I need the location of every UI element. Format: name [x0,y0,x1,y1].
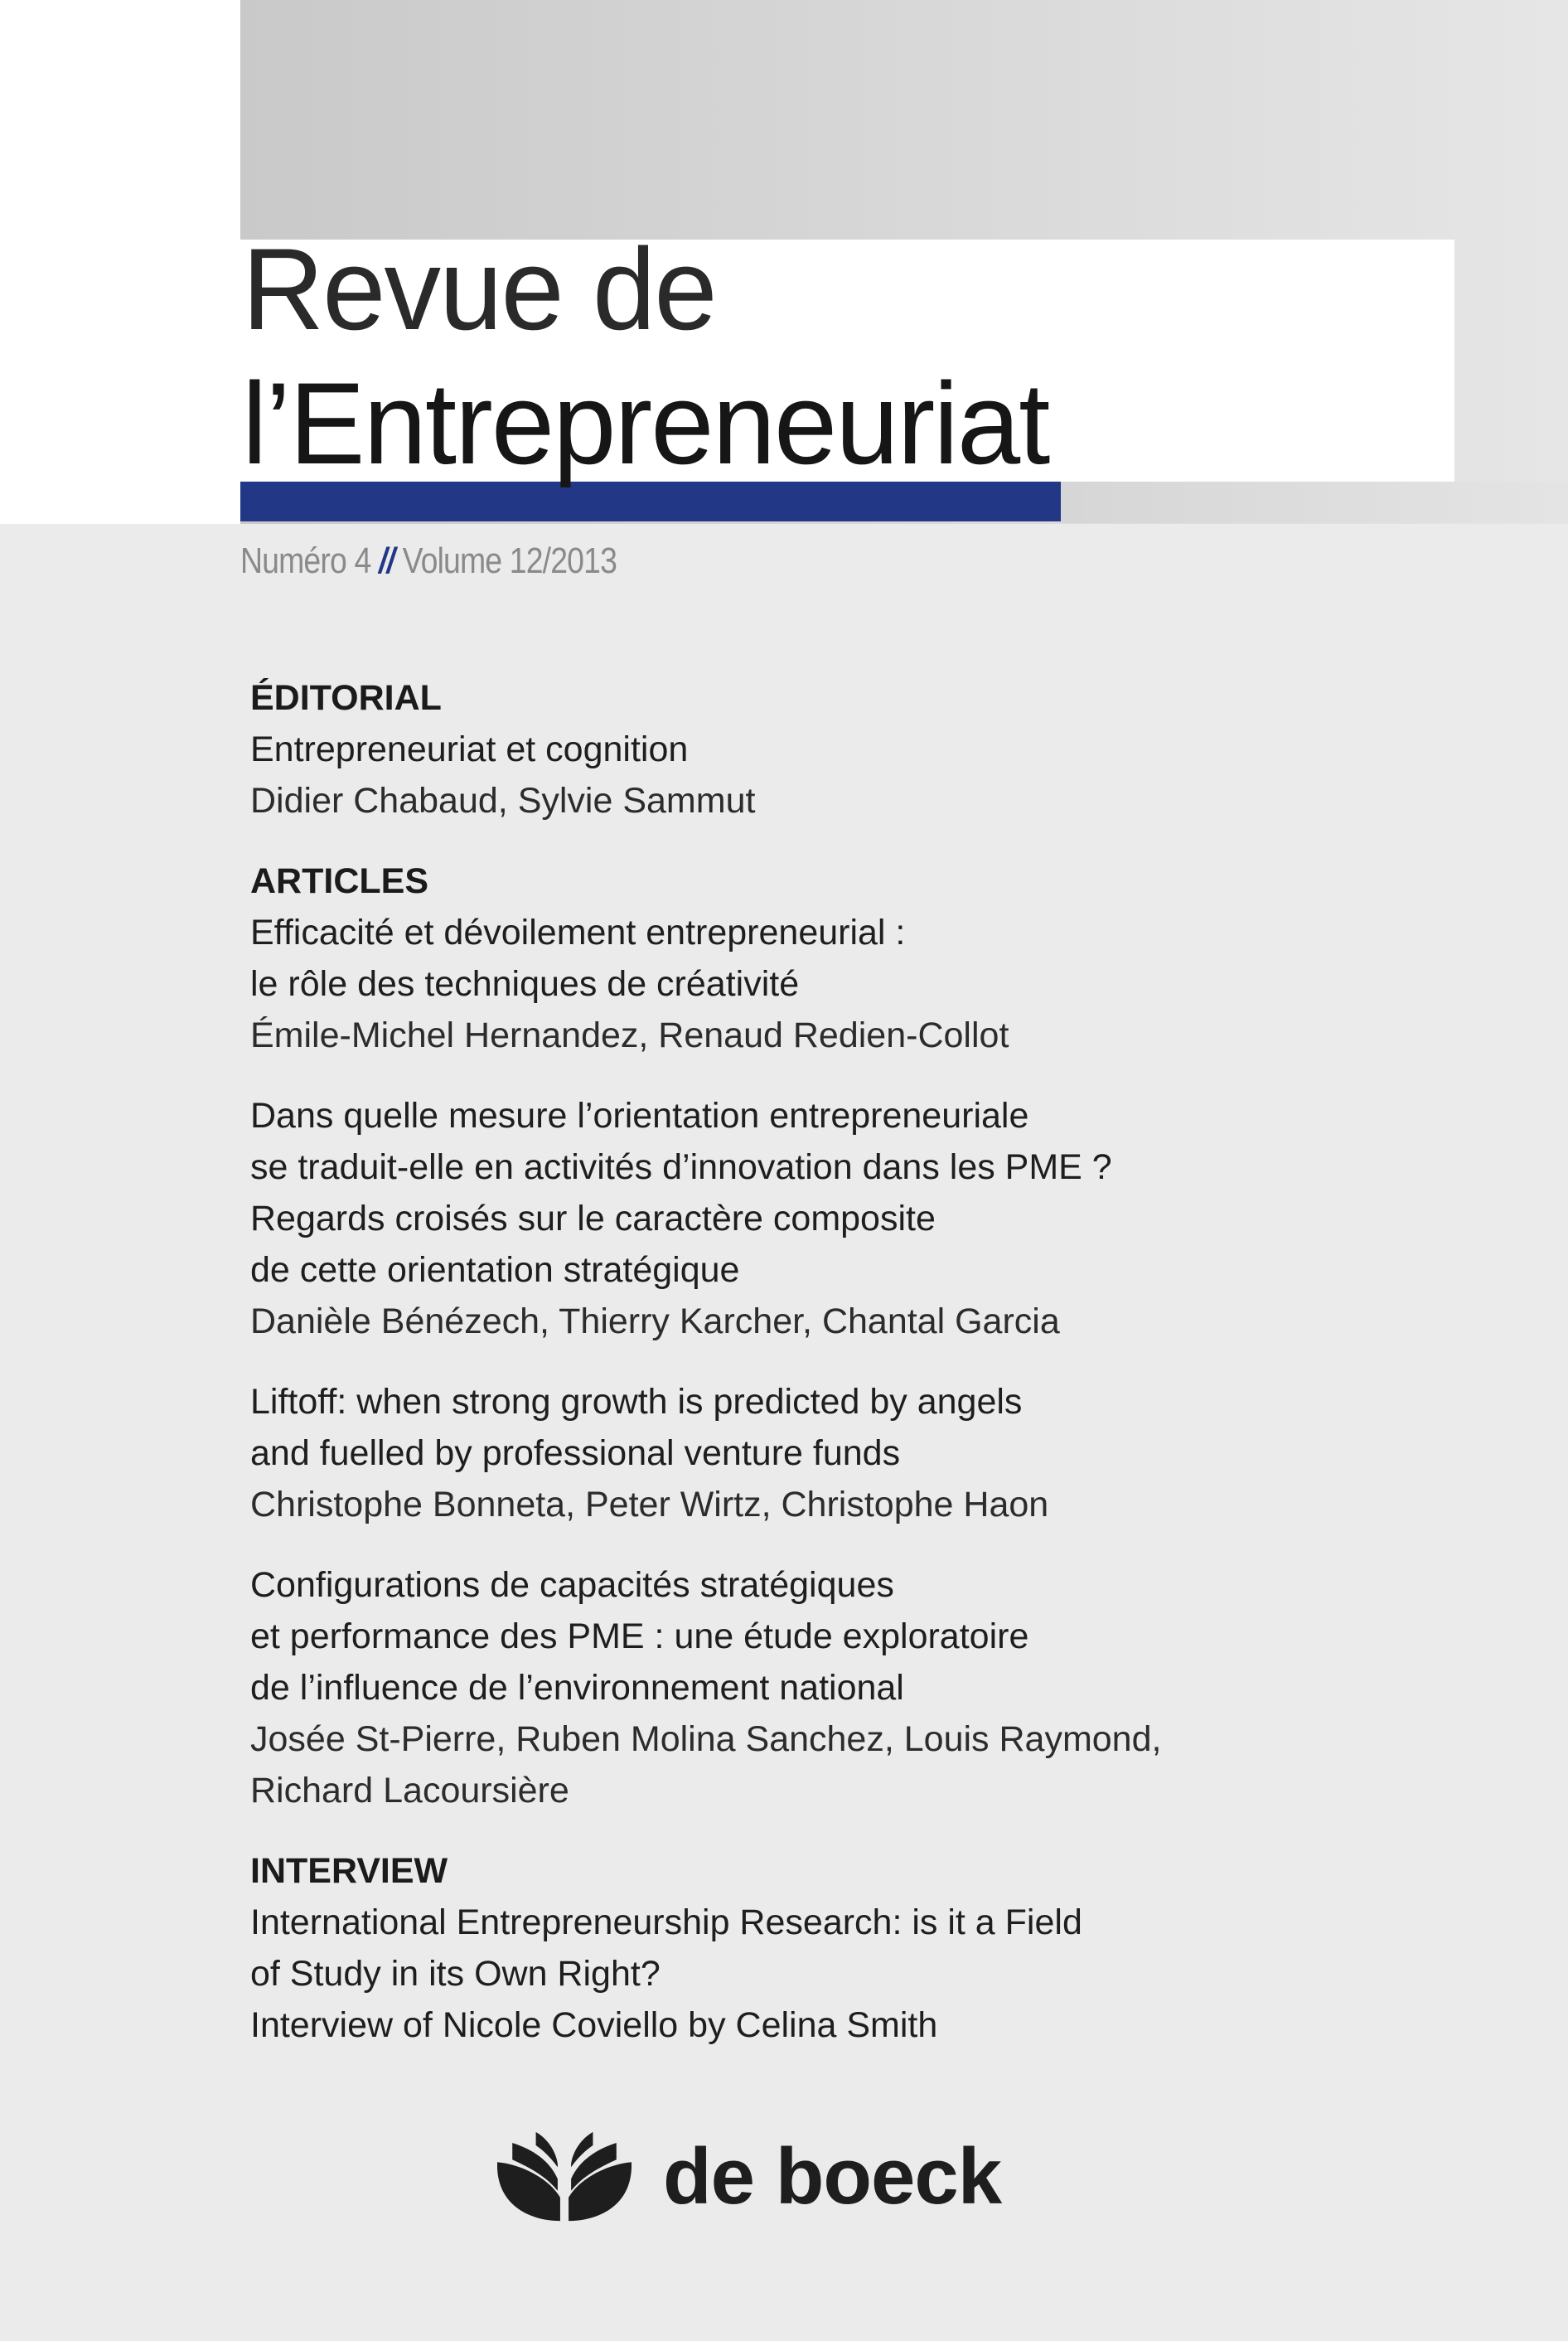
issue-separator: // [378,540,395,581]
editorial-authors: Didier Chabaud, Sylvie Sammut [250,781,756,821]
issue-info [240,540,617,582]
article-title: Liftoff: when strong growth is predicted by angels [250,1382,1023,1422]
left-white-panel [0,0,240,524]
interview-title: of Study in its Own Right? [250,1954,661,1994]
article-title: le rôle des techniques de créativité [250,964,800,1004]
table-of-contents [250,672,1328,2080]
article-authors: Christophe Bonneta, Peter Wirtz, Christophe Haon [250,1485,1049,1524]
article-entry [250,1376,1328,1530]
editorial-title: Entrepreneuriat et cognition [250,729,689,769]
publisher-logo [497,2129,1001,2224]
article-title: and fuelled by professional venture funds [250,1433,901,1473]
article-authors: Émile-Michel Hernandez, Renaud Redien-Collot [250,1015,1009,1055]
article-entry [250,907,1328,1061]
interview-title: International Entrepreneurship Research: is it a Field [250,1902,1082,1942]
article-title: Efficacité et dévoilement entrepreneurial : [250,913,906,952]
section-heading-editorial: ÉDITORIAL [250,678,442,718]
article-title: Regards croisés sur le caractère composite [250,1199,936,1238]
lotus-leaf-icon [497,2129,632,2224]
article-authors: Richard Lacoursière [250,1771,569,1810]
article-title: se traduit-elle en activités d’innovation dans les PME ? [250,1147,1112,1187]
issue-volume: Volume 12/2013 [402,540,617,581]
article-authors: Danièle Bénézech, Thierry Karcher, Chantal Garcia [250,1301,1060,1341]
article-title: Configurations de capacités stratégiques [250,1565,894,1605]
editorial-section [250,672,1328,826]
grey-bar [1061,482,1568,523]
issue-number: Numéro 4 [240,540,371,581]
journal-title-line2: l’Entrepreneuriat [242,358,1049,488]
interview-section [250,1845,1328,2051]
interview-authors: Interview of Nicole Coviello by Celina Smith [250,2005,938,2045]
article-title: de cette orientation stratégique [250,1250,740,1290]
article-title: et performance des PME : une étude exploratoire [250,1616,1029,1656]
section-heading-articles: ARTICLES [250,861,428,901]
section-heading-interview: INTERVIEW [250,1851,448,1891]
article-entry [250,1559,1328,1816]
article-entry [250,1090,1328,1347]
article-title: de l’influence de l’environnement national [250,1668,904,1708]
article-authors: Josée St-Pierre, Ruben Molina Sanchez, Louis Raymond, [250,1719,1162,1759]
journal-title-line1: Revue de [242,224,716,354]
article-title: Dans quelle mesure l’orientation entrepreneuriale [250,1096,1029,1136]
publisher-name: de boeck [663,2131,1002,2221]
